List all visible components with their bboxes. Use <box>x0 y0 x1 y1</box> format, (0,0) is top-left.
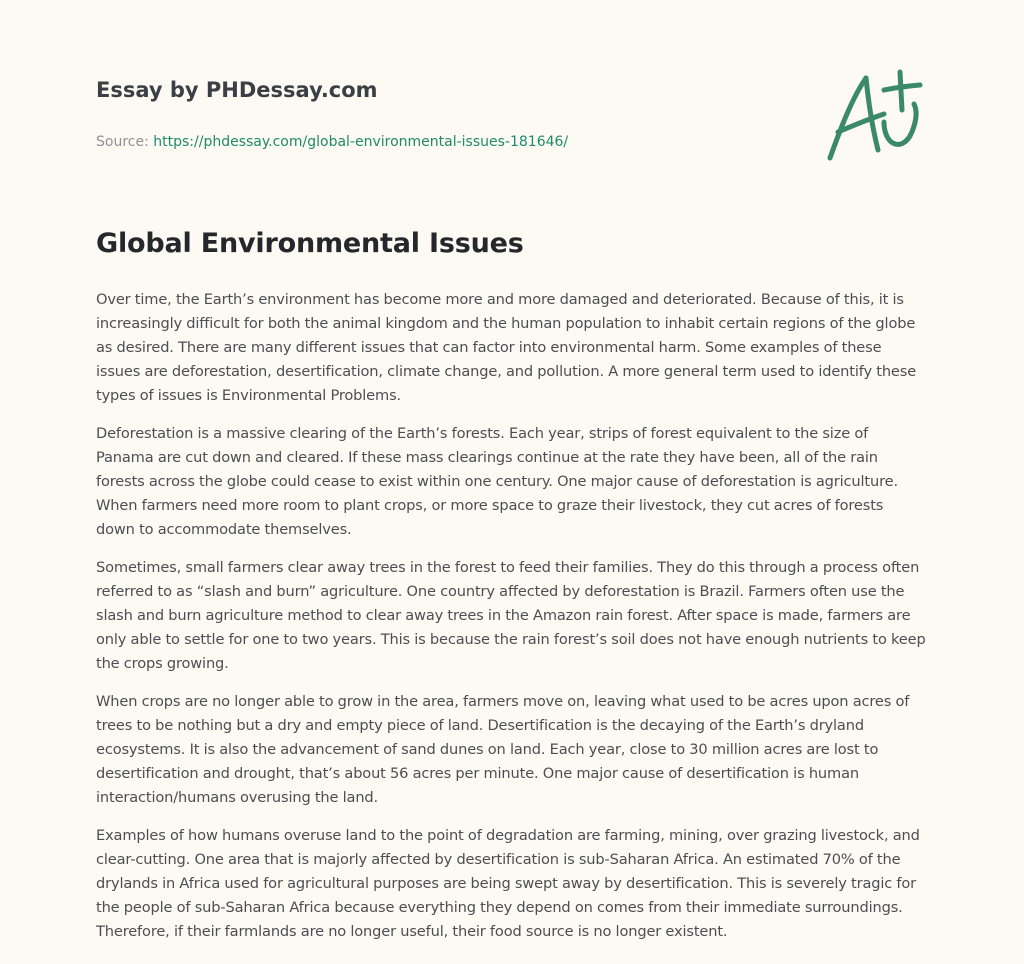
a-plus-logo-icon <box>822 68 926 164</box>
site-title: Essay by PHDessay.com <box>96 78 378 102</box>
page-header <box>96 74 796 152</box>
source-line <box>96 132 796 152</box>
essay-paragraph: Deforestation is a massive clearing of the Earth’s forests. Each year, strips of forest equivalent to the size of Panama are cut down and cleared. If these mass clearings continue at the rate they have been, all of the rain forests across the globe could cease to exist within one century. One major cause of deforestation is agriculture. When farmers need more room to plant crops, or more space to graze their livestock, they cut acres of forests down to accommodate themselves. <box>96 425 898 538</box>
essay-title: Global Environmental Issues <box>96 228 524 259</box>
source-link[interactable]: https://phdessay.com/global-environmental-issues-181646/ <box>153 134 569 150</box>
essay-paragraph: Sometimes, small farmers clear away trees in the forest to feed their families. They do this through a process often referred to as “slash and burn” agriculture. One country affected by deforestation is Brazil. Farmers often use the slash and burn agriculture method to clear away trees in the Amazon rain forest. After space is made, farmers are only able to settle for one to two years. This is because the rain forest’s soil does not have enough nutrients to keep the crops growing. <box>96 559 926 672</box>
essay-content <box>96 224 926 958</box>
a-plus-logo-graphic <box>822 68 926 164</box>
essay-paragraph: Over time, the Earth’s environment has become more and more damaged and deteriorated. Because of this, it is increasingly difficult for both the animal kingdom and the human population to inhabit certain regions of the globe as desired. There are many different issues that can factor into environmental harm. Some examples of these issues are deforestation, desertification, climate change, and pollution. A more general term used to identify these types of issues is Environmental Problems. <box>96 291 917 404</box>
source-label: Source: <box>96 134 154 150</box>
essay-paragraph: When crops are no longer able to grow in the area, farmers move on, leaving what used to be acres upon acres of trees to be nothing but a dry and empty piece of land. Desertification is the decaying of the Earth’s dryland ecosystems. It is also the advancement of sand dunes on land. Each year, close to 30 million acres are lost to desertification and drought, that’s about 56 acres per minute. One major cause of desertification is human interaction/humans overusing the land. <box>96 693 910 806</box>
essay-paragraph: Examples of how humans overuse land to the point of degradation are farming, mining, over grazing livestock, and clear-cutting. One area that is majorly affected by desertification is sub-Saharan Africa. An estimated 70% of the drylands in Africa used for agricultural purposes are being swept away by desertification. This is severely tragic for the people of sub-Saharan Africa because everything they depend on comes from their immediate surroundings. Therefore, if their farmlands are no longer useful, their food source is no longer existent. <box>96 827 920 940</box>
